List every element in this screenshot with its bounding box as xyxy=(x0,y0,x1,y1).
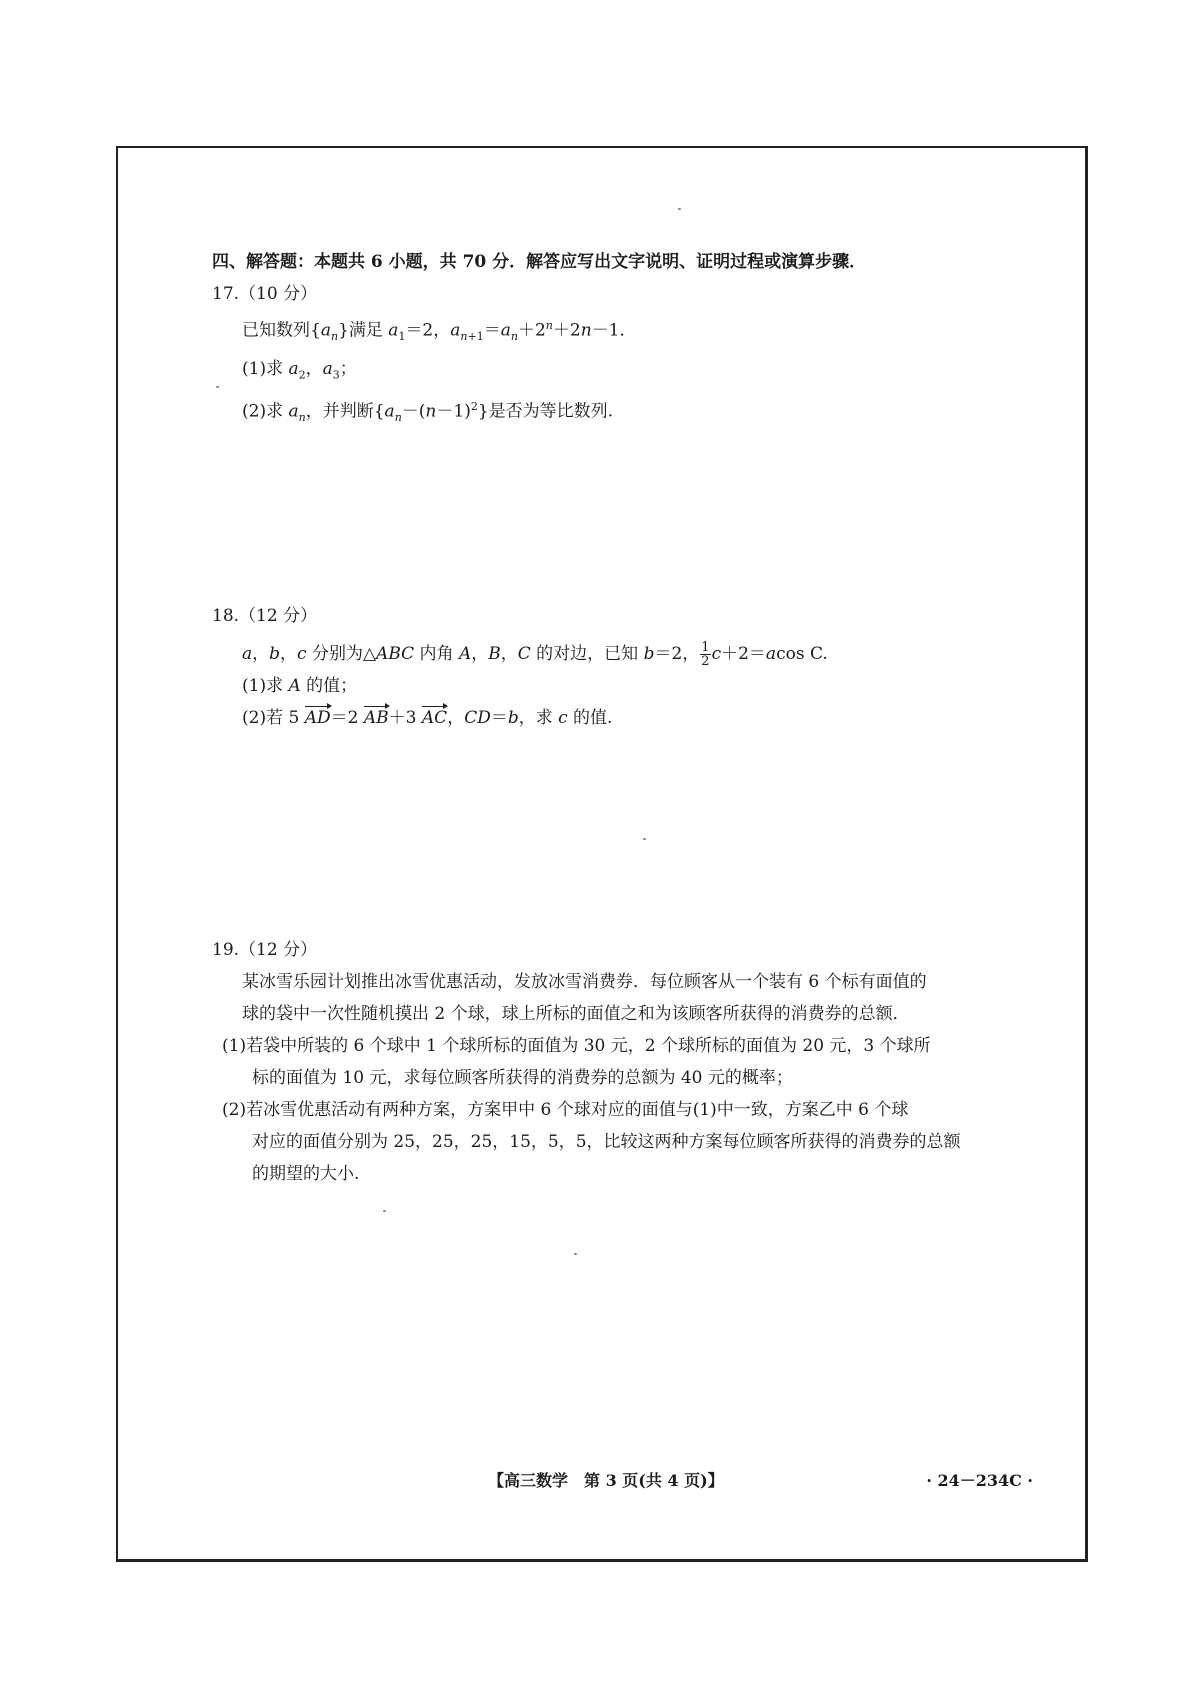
q19-intro-line-1: 某冰雪乐园计划推出冰雪优惠活动，发放冰雪消费券．每位顾客从一个装有 6 个标有面值的 xyxy=(242,972,927,993)
q17-number: 17.（10 分） xyxy=(212,284,318,304)
q18-number: 18.（12 分） xyxy=(212,606,318,627)
q19-part2: (2)若冰雪优惠活动有两种方案，方案甲中 6 个球对应的面值与(1)中一致，方案乙中 6 个球 对应的面值分别为 25，25，25，15，5，5，比较这两种方案每位顾客所获得的消费券的总额 的期望的大小. xyxy=(222,1100,961,1185)
question-17 xyxy=(212,278,1072,434)
footer-exam-code: · 24－234C · xyxy=(926,1471,1033,1490)
scan-speck xyxy=(383,1210,386,1212)
q18-part2: (2)若 5 AD＝2 AB＋3 AC，CD＝b，求 c 的值. xyxy=(242,702,1072,734)
question-18 xyxy=(212,600,1072,734)
q17-part2: (2)求 $a_n$，并判断$\{a_n-(n-1)^2\}$是否为等比数列. xyxy=(242,400,614,425)
q18-given: a，b，c 分别为△ABC 内角 A，B，C 的对边，已知 b＝2， $\frac{1}{2}$ c＋2＝acos C. xyxy=(242,640,828,670)
question-19 xyxy=(212,934,1072,1190)
q19-intro-line-2: 球的袋中一次性随机摸出 2 个球，球上所标的面值之和为该顾客所获得的消费券的总额． xyxy=(242,1004,910,1025)
q19-part1: (1)若袋中所装的 6 个球中 1 个球所标的面值为 30 元，2 个球所标的面值为 20 元，3 个球所 标的面值为 10 元，求每位顾客所获得的消费券的总额为 40 元的概率； xyxy=(222,1036,931,1089)
q17-part1: (1)求 $a_2$，$a_3$； xyxy=(242,359,357,382)
scan-speck xyxy=(678,208,681,210)
scan-speck xyxy=(574,1253,577,1255)
exam-content xyxy=(212,246,1072,1190)
section-heading: 四、解答题：本题共 6 小题，共 70 分．解答应写出文字说明、证明过程或演算步骤． xyxy=(212,252,867,272)
q19-number: 19.（12 分） xyxy=(212,940,318,961)
q17-intro: 已知数列$\{a_n\}$满足 $a_1=2$，$a_{n+1}=a_n+2^n+2n-1$． xyxy=(242,319,637,344)
page-frame xyxy=(116,146,1088,1562)
q18-part1: (1)求 A 的值； xyxy=(242,676,358,697)
footer-page-label: 【高三数学 第 3 页(共 4 页)】 xyxy=(488,1471,724,1490)
